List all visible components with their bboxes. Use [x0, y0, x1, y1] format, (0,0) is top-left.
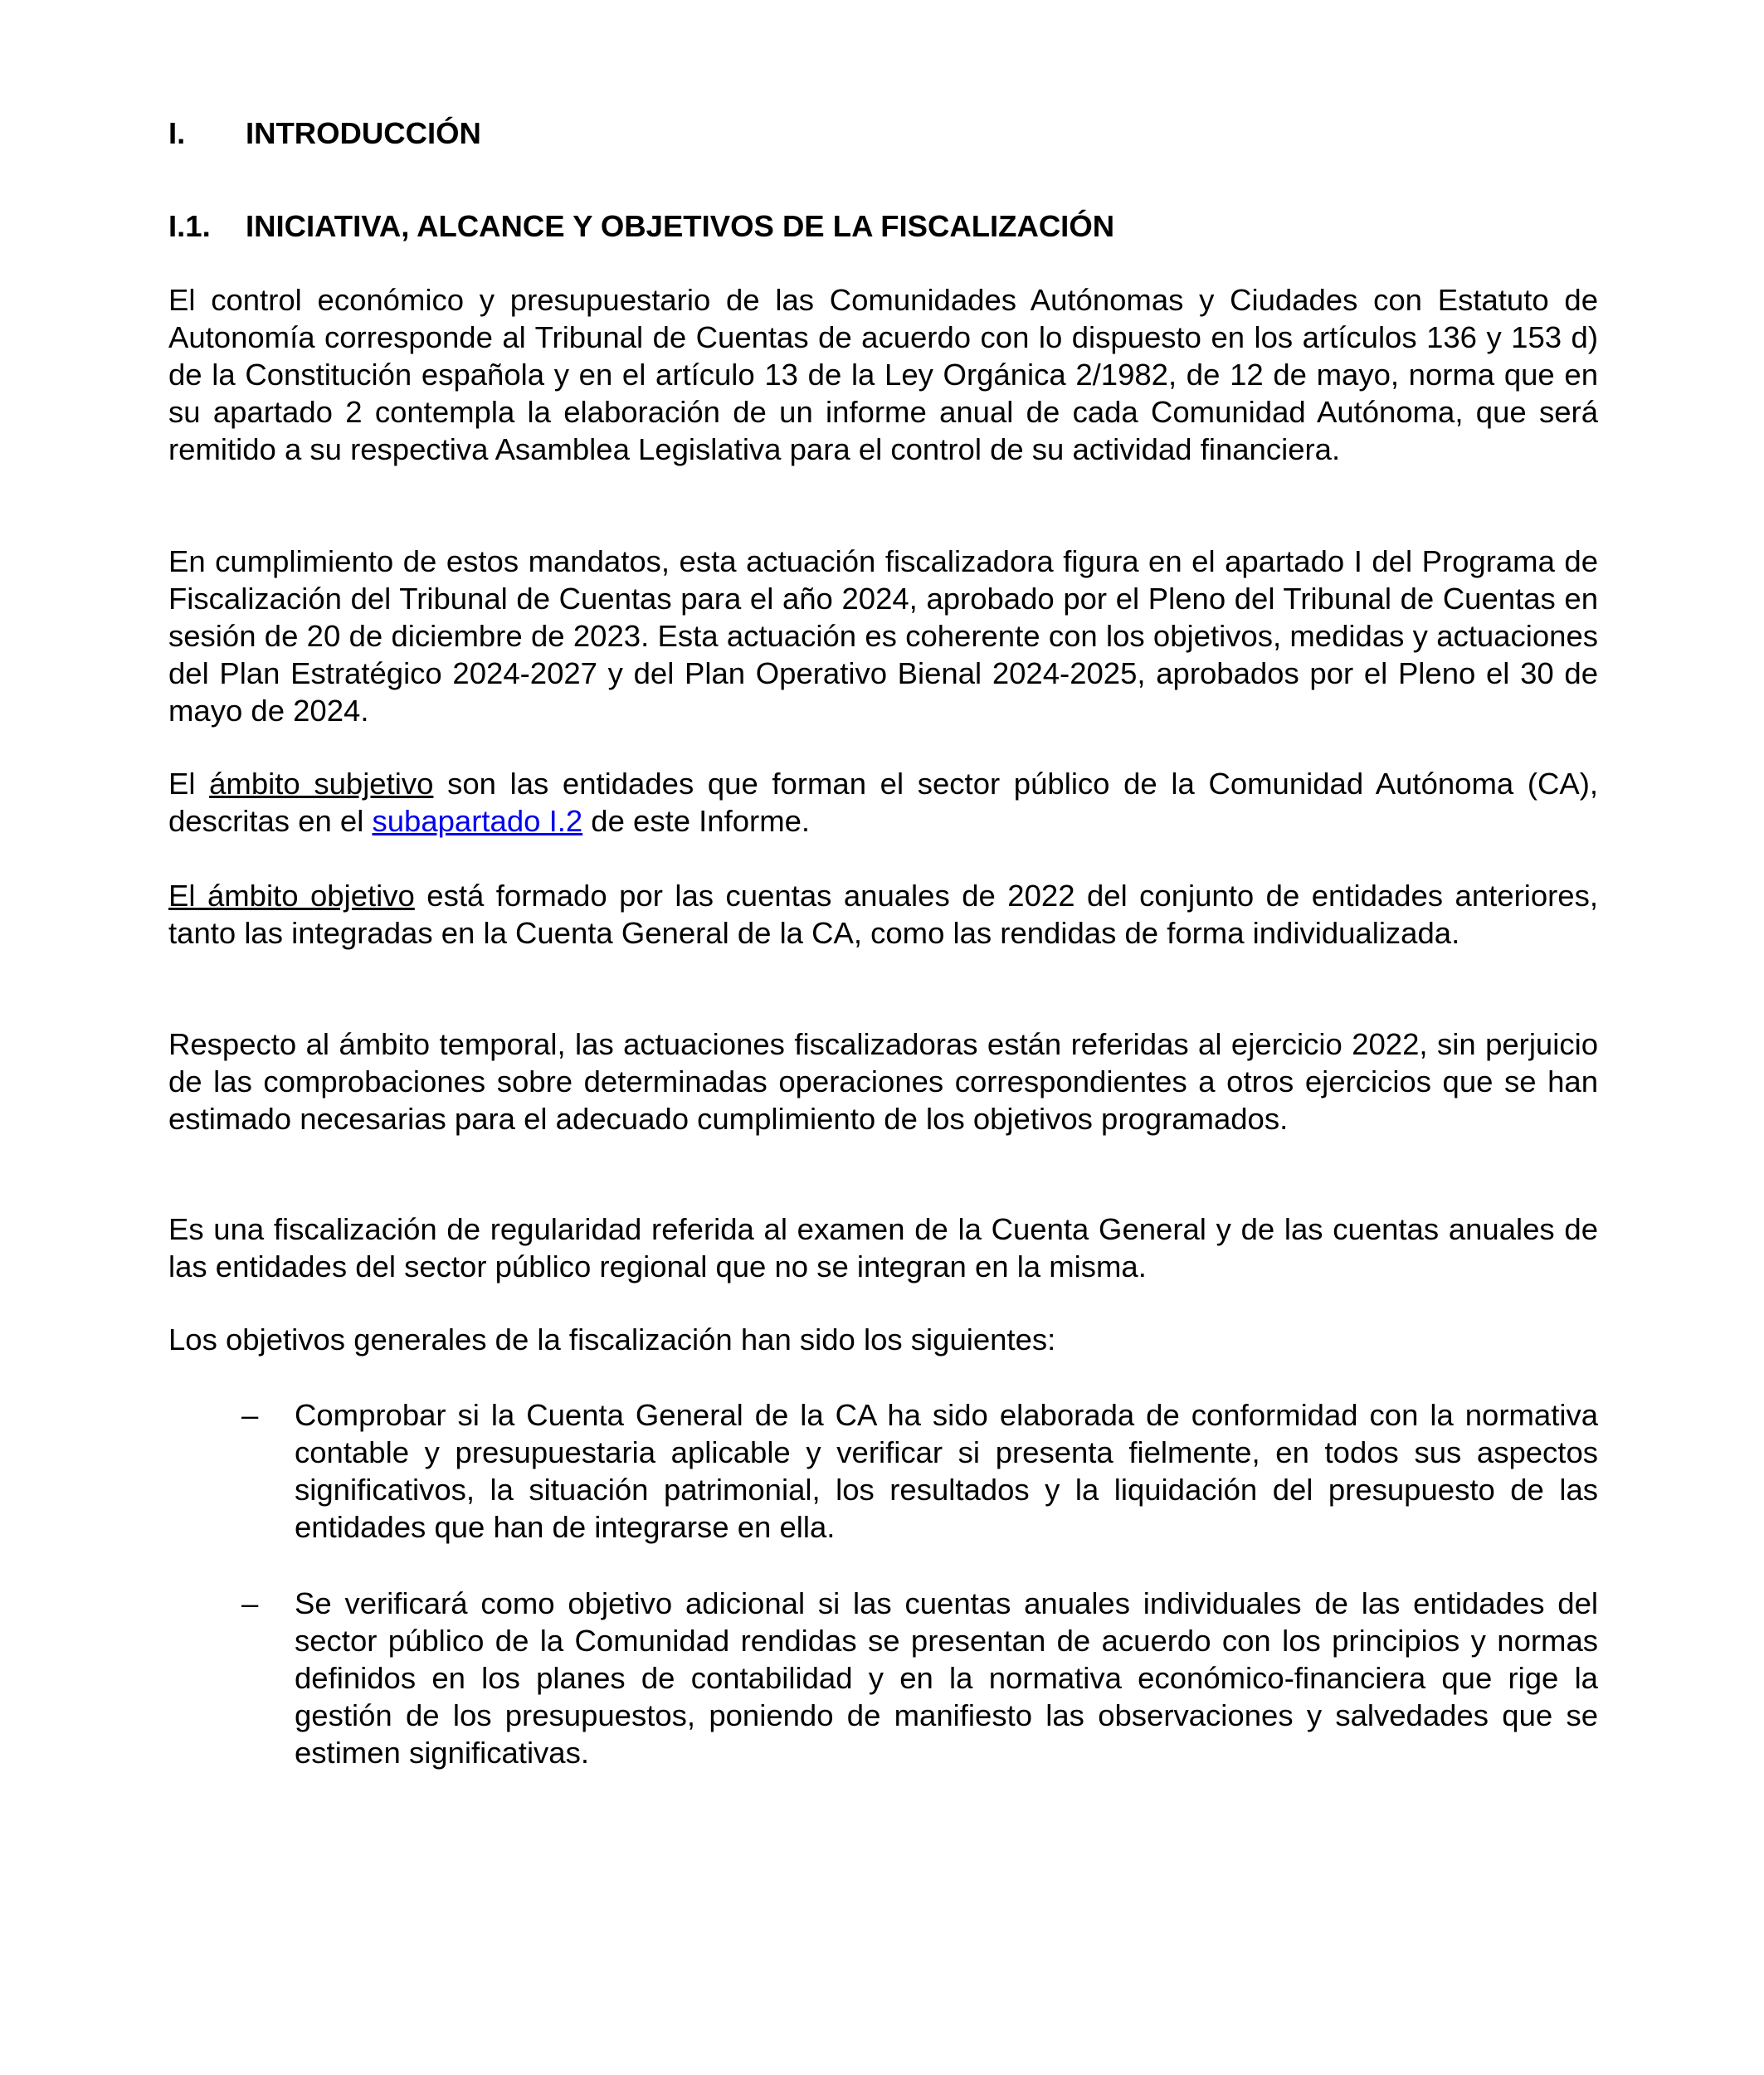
dash-bullet-icon: –	[241, 1398, 259, 1432]
list-item	[241, 1585, 1598, 1771]
paragraph-temporal-scope: Respecto al ámbito temporal, las actuaciones fiscalizadoras están referidas al ejercicio 2022, sin perjuicio de las comprobaciones sobre determinadas operaciones correspondientes a otros ejercicios que se han estimado necesarias para el adecuado cumplimiento de los objetivos programados.	[168, 1027, 1598, 1136]
subapartado-link[interactable]: subapartado I.2	[372, 804, 583, 838]
subsection-heading	[168, 207, 1598, 245]
paragraph-regularity: Es una fiscalización de regularidad referida al examen de la Cuenta General y de las cuentas anuales de las entidades del sector público regional que no se integran en la misma.	[168, 1212, 1598, 1283]
text: son las entidades que forman el sector público de la Comunidad Autónoma (CA), descritas en el	[168, 767, 1598, 838]
text: de este Informe.	[582, 804, 811, 838]
text: está formado por las cuentas anuales de 2022 del conjunto de entidades anteriores, tanto las integradas en la Cuenta General de la CA, como las rendidas de forma individualizada.	[168, 879, 1598, 950]
list-item-text: Se verificará como objetivo adicional si las cuentas anuales individuales de las entidades del sector público de la Comunidad rendidas se presentan de acuerdo con los principios y normas definidos en los planes de contabilidad y en la normativa económico-financiera que rige la gestión de los presupuestos, poniendo de manifiesto las observaciones y salvedades que se estimen significativas.	[295, 1586, 1598, 1770]
section-number: I.	[168, 116, 186, 150]
subsection-number: I.1.	[168, 209, 211, 243]
underlined-term: El ámbito objetivo	[168, 879, 415, 913]
paragraph-subjective-scope	[168, 765, 1598, 840]
dash-bullet-icon: –	[241, 1586, 259, 1620]
section-title: INTRODUCCIÓN	[246, 116, 481, 150]
paragraph-control: El control económico y presupuestario de las Comunidades Autónomas y Ciudades con Estatuto de Autonomía corresponde al Tribunal de Cuentas de acuerdo con lo dispuesto en los artículos 136 y 153 d) de la Constitución española y en el artículo 13 de la Ley Orgánica 2/1982, de 12 de mayo, norma que en su apartado 2 contempla la elaboración de un informe anual de cada Comunidad Autónoma, que será remitido a su respectiva Asamblea Legislativa para el control de su actividad financiera.	[168, 283, 1598, 466]
list-item-text: Comprobar si la Cuenta General de la CA ha sido elaborada de conformidad con la normativa contable y presupuestaria aplicable y verificar si presenta fielmente, en todos sus aspectos significativos, la situación patrimonial, los resultados y la liquidación del presupuesto de las entidades que han de integrarse en ella.	[295, 1398, 1598, 1544]
text: El	[168, 767, 210, 801]
subsection-title: INICIATIVA, ALCANCE Y OBJETIVOS DE LA FISCALIZACIÓN	[246, 209, 1115, 243]
paragraph-objective-scope	[168, 877, 1598, 952]
list-item	[241, 1396, 1598, 1546]
paragraph-mandates: En cumplimiento de estos mandatos, esta actuación fiscalizadora figura en el apartado I del Programa de Fiscalización del Tribunal de Cuentas para el año 2024, aprobado por el Pleno del Tribunal de Cuentas en sesión de 20 de diciembre de 2023. Esta actuación es coherente con los objetivos, medidas y actuaciones del Plan Estratégico 2024-2027 y del Plan Operativo Bienal 2024-2025, aprobados por el Pleno el 30 de mayo de 2024.	[168, 544, 1598, 728]
section-heading	[168, 114, 1598, 152]
paragraph-objectives-intro: Los objetivos generales de la fiscalización han sido los siguientes:	[168, 1322, 1056, 1357]
underlined-term: ámbito subjetivo	[209, 767, 434, 801]
